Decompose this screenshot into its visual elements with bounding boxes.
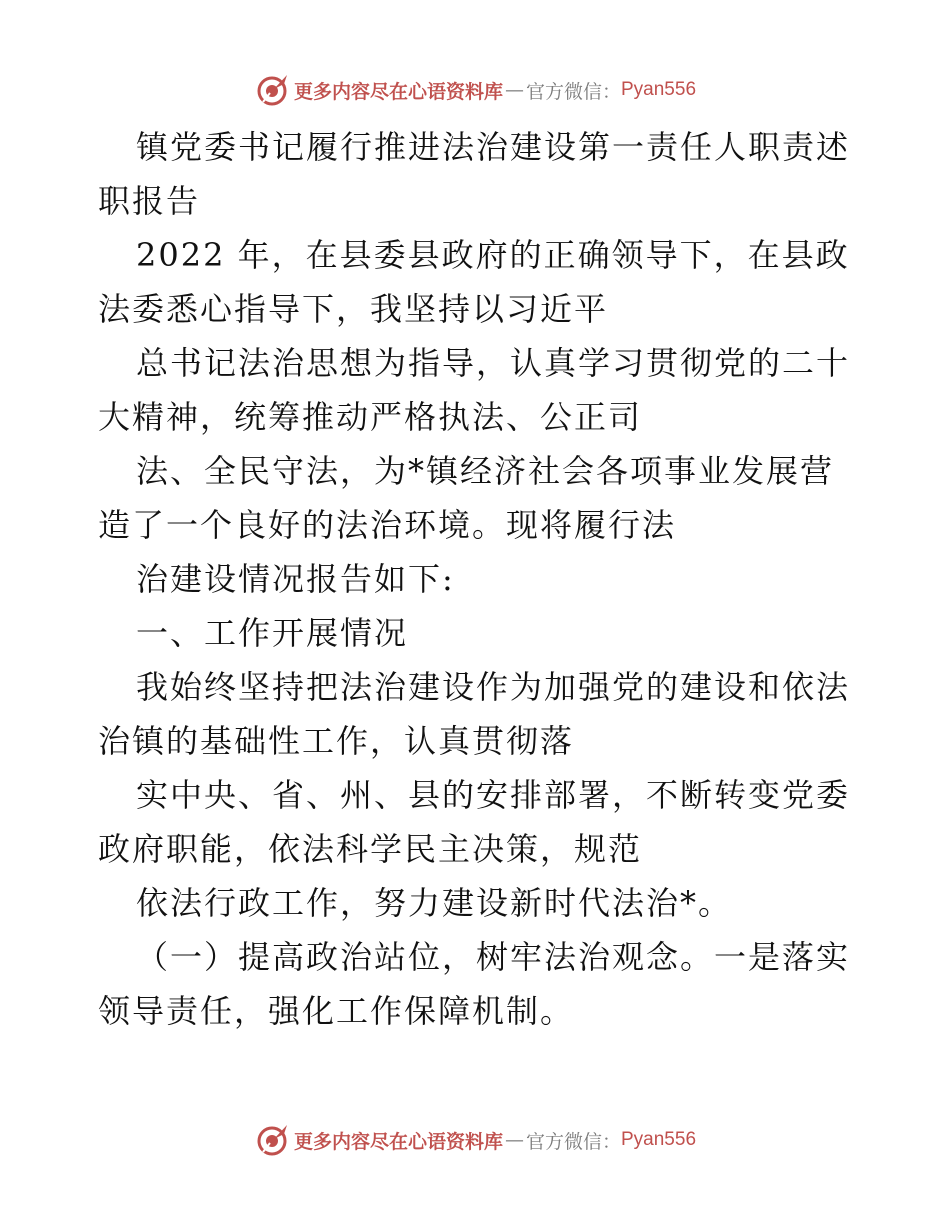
doc-line: 依法行政工作，努力建设新时代法治*。 (136, 884, 733, 922)
doc-line: 法、全民守法，为*镇经济社会各项事业发展营 (136, 452, 835, 490)
doc-line: 造了一个良好的法治环境。现将履行法 (98, 506, 677, 544)
banner-wechat-id: Pyan556 (621, 1129, 697, 1150)
doc-line: 总书记法治思想为指导，认真学习贯彻党的二十 (136, 344, 851, 382)
doc-title-line-1: 镇党委书记履行推进法治建设第一责任人职责述 (136, 128, 851, 166)
doc-line: 治建设情况报告如下: (136, 560, 455, 598)
doc-line: 2022 年，在县委县政府的正确领导下，在县政 (136, 236, 850, 274)
subsection-heading: （一）提高政治站位，树牢法治观念。一是落实 (136, 938, 851, 976)
doc-line: 领导责任，强化工作保障机制。 (98, 992, 575, 1030)
banner-wechat-label: 官方微信： (525, 80, 621, 103)
quill-logo-icon (254, 72, 290, 108)
document-body (98, 120, 858, 1038)
doc-line: 实中央、省、州、县的安排部署，不断转变党委 (136, 776, 851, 814)
banner-text: 更多内容尽在心语资料库 (293, 1130, 503, 1153)
banner-wechat-id: Pyan556 (621, 79, 697, 100)
doc-line: 政府职能，依法科学民主决策，规范 (98, 830, 643, 868)
section-heading: 一、工作开展情况 (136, 614, 409, 652)
doc-line: 大精神，统筹推动严格执法、公正司 (98, 398, 643, 436)
footer-banner (0, 1120, 950, 1160)
doc-title-line-2: 职报告 (98, 182, 201, 220)
banner-separator: — (504, 1129, 524, 1151)
banner-separator: — (504, 79, 524, 101)
doc-line: 法委悉心指导下，我坚持以习近平 (98, 290, 609, 328)
quill-logo-icon (254, 1122, 290, 1158)
banner-wechat-label: 官方微信： (525, 1130, 621, 1153)
doc-line: 治镇的基础性工作，认真贯彻落 (98, 722, 575, 760)
header-banner (0, 70, 950, 110)
doc-line: 我始终坚持把法治建设作为加强党的建设和依法 (136, 668, 851, 706)
banner-text: 更多内容尽在心语资料库 (293, 80, 503, 103)
